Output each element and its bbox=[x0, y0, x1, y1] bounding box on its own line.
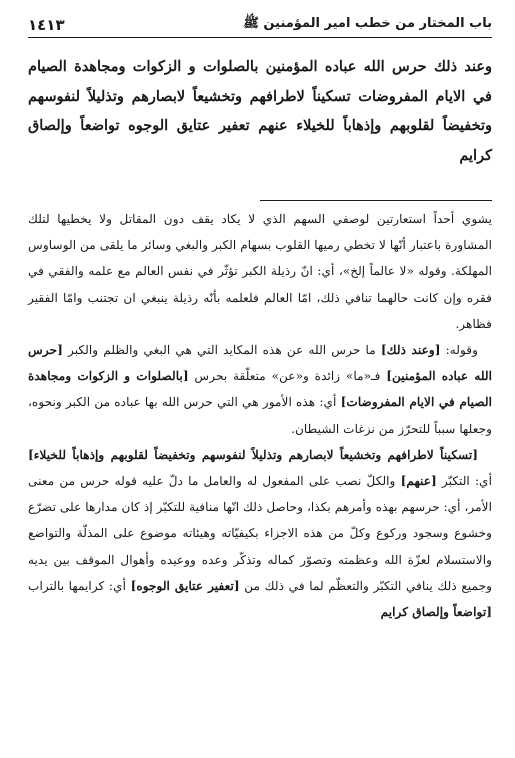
main-text-block: وعند ذلك حرس الله عباده المؤمنين بالصلوات و الزكوات ومجاهدة الصيام في الايام المفروضات تسكيناً لاطرافهم وتخشيعاً لابصارهم وتذليلاً لنفوسهم وتخفيضاً لقلوبهم وإذهاباً للخيلاء عنهم تعفير عتايق الوجوه تواضعاً وإلصاق كرايم bbox=[28, 58, 492, 164]
commentary-paragraph-1: يشوي أحداً استعارتين لوصفي السهم الذي لا يكاد يقف دون المقاتل ولا يخطيها لتلك المشاورة باعتبار أنّها لا تخطي رميها القلوب بسهام الكبر والبغي وسائر ما يلقى من الوساوس المهلكة. وقوله «لا عالماً إلخ»، أي: انّ رذيلة الكبر تؤثّر في نفس العالم مع علمه والفقي في فقره وإن كانت حالهما تنافي ذلك، امّا العالم فلعلمه بأنّه رذيلة ينبغي ان تجتنب وامّا الفقير فظاهر. bbox=[28, 212, 492, 331]
header-rule bbox=[28, 37, 492, 38]
commentary-text: أي: هذه الأمور هي التي حرس الله بها عباده من الكبر ونحوه، وجعلها سبباً للتحرّز من نزغات الشيطان. bbox=[28, 395, 492, 436]
commentary-text: والكلّ نصب على المفعول له والعامل ما دلّ عليه قوله حرس من معنى الأمر، أي: حرسهم بهذه وأمرهم بكذا، وحاصل ذلك انّها منافية للتكبّر إذ كان مدارها على تضرّع وخشوع وسجود وركوع وكلّ من هذه الاجزاء بكيفيّاته وهيئاته موضوع على المذلّة والتواضع والاستسلام لعزّة الله وعظمته وتصوّر كماله وتذكّر وعده ووعيده وأهوال الموقف بين يديه وجميع ذلك ينافي التكبّر والتعظّم لما في ذلك من bbox=[28, 474, 492, 593]
commentary-text: وقوله: bbox=[440, 343, 478, 358]
document-page bbox=[28, 0, 492, 758]
quoted-phrase: [وعند ذلك] bbox=[380, 343, 441, 358]
commentary-text: أي: التكبّر bbox=[436, 474, 492, 489]
commentary-text: فـ«ما» زائدة و«عن» متعلّقة بحرس bbox=[188, 369, 387, 384]
commentary-text: ما حرس الله عن هذه المكايد التي هي البغي والظلم والكبر bbox=[62, 343, 381, 358]
quoted-phrase: [حرس الله عباده المؤمنين] bbox=[28, 343, 492, 384]
page-number: ١٤١٣ bbox=[28, 16, 65, 34]
running-header bbox=[28, 12, 492, 34]
quoted-phrase: [عنهم] bbox=[400, 474, 437, 489]
commentary-paragraph-2 bbox=[28, 337, 492, 442]
commentary-block bbox=[28, 206, 492, 625]
quoted-phrase: [تعفير عتايق الوجوه] bbox=[130, 578, 240, 593]
quoted-phrase: [بالصلوات و الزكوات ومجاهدة الصيام في الايام المفروضات] bbox=[28, 369, 492, 410]
quoted-phrase: [تسكيناً لاطرافهم وتخشيعاً لابصارهم وتذليلاً لنفوسهم وتخفيضاً لقلوبهم وإذهاباً للخيلاء] bbox=[28, 447, 478, 462]
commentary-divider bbox=[260, 200, 492, 201]
quoted-phrase: [تواضعاً وإلصاق كرايم bbox=[380, 605, 492, 620]
commentary-paragraph-3 bbox=[28, 442, 492, 625]
running-title: باب المختار من خطب امير المؤمنين ﷺ bbox=[243, 16, 492, 31]
commentary-text: أي: كرايمها بالتراب bbox=[28, 578, 131, 593]
